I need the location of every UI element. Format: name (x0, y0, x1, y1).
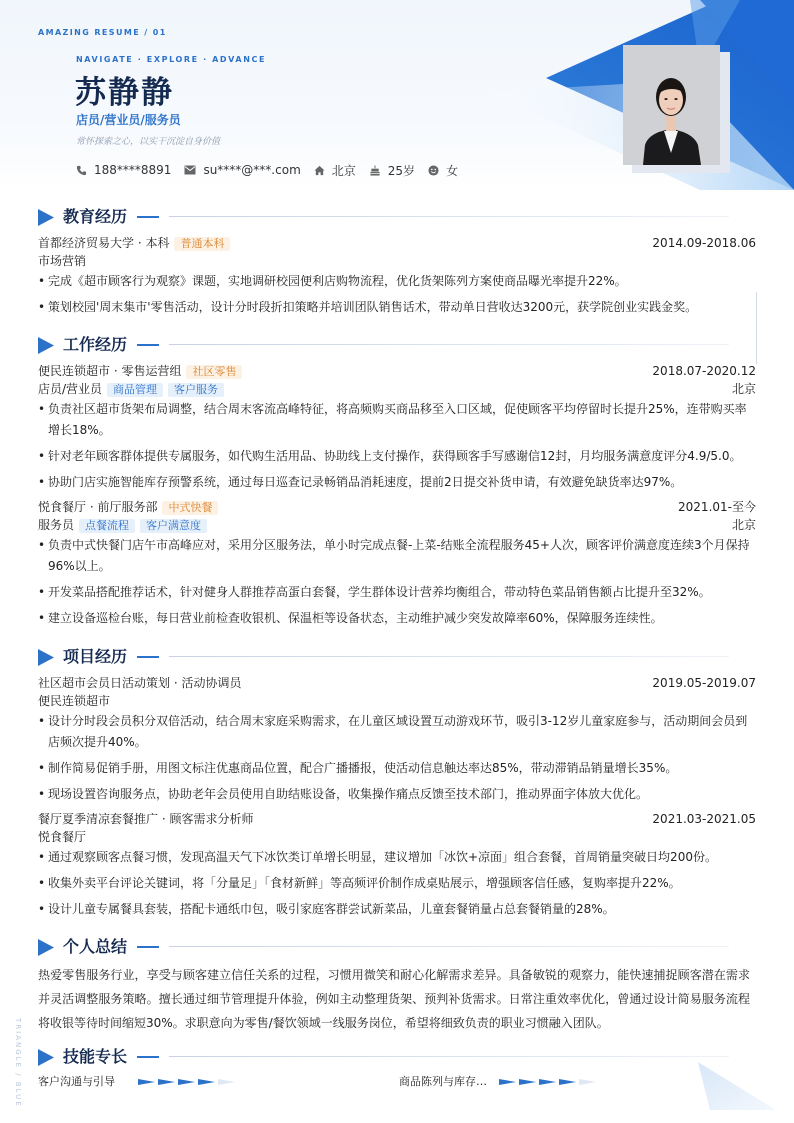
skill-tag: 商品管理 (107, 383, 163, 397)
candidate-role: 店员/营业员/服务员 (76, 113, 181, 127)
project-title: 餐厅夏季清凉套餐推广 · 顾客需求分析师 (38, 812, 254, 826)
project-title: 社区超市会员日活动策划 · 活动协调员 (38, 676, 242, 690)
list-item: • 针对老年顾客群体提供专属服务，如代购生活用品、协助线上支付操作，获得顾客手写感谢信12封，月均服务满意度评分4.9/5.0。 (38, 446, 756, 467)
skill-level-meter (499, 1077, 599, 1087)
candidate-photo (623, 45, 720, 165)
section-rule (169, 656, 729, 657)
bullet-dot: • (38, 876, 46, 890)
list-item: • 开发菜品搭配推荐话术，针对健身人群推荐高蛋白套餐，学生群体设计营养均衡组合，带动特色菜品销售额占比提升至32%。 (38, 582, 756, 603)
project-org: 便民连锁超市 (38, 694, 111, 708)
skill-level-segment (218, 1079, 235, 1085)
bullet-dot: • (38, 475, 46, 489)
project-date: 2019.05-2019.07 (652, 676, 756, 690)
bullet-dot: • (38, 300, 46, 314)
section-accent-line (137, 344, 159, 346)
work-2-position-row (38, 517, 756, 533)
section-triangle-icon (38, 209, 54, 226)
list-item: • 负责社区超市货架布局调整，结合周末客流高峰特征，将高频购买商品移至入口区域，促使顾客平均停留时长提升25%，连带购买率增长18%。 (38, 399, 756, 441)
bullet-dot: • (38, 538, 46, 552)
skill-tag: 点餐流程 (79, 519, 135, 533)
home-icon (314, 165, 325, 176)
work-tag: 社区零售 (186, 365, 242, 379)
work-city: 北京 (731, 518, 756, 532)
gender-icon (428, 165, 439, 176)
section-title: 个人总结 (63, 937, 128, 956)
contact-city (314, 162, 356, 179)
work-company: 悦食餐厅 · 前厅服务部 (38, 500, 158, 514)
work-tag: 中式快餐 (162, 501, 218, 515)
skill-level-segment (579, 1079, 596, 1085)
skill-level-segment (158, 1079, 175, 1085)
section-triangle-icon (38, 1049, 54, 1066)
section-triangle-icon (38, 337, 54, 354)
bullet-dot: • (38, 761, 46, 775)
section-triangle-icon (38, 649, 54, 666)
section-rule (169, 344, 729, 345)
skill-level-segment (559, 1079, 576, 1085)
section-rule (169, 946, 729, 947)
list-item: • 设计儿童专属餐具套装，搭配卡通纸巾包，吸引家庭客群尝试新菜品，儿童套餐销量占总套餐销量的28%。 (38, 899, 756, 920)
section-skills (38, 1047, 758, 1067)
bullet-dot: • (38, 902, 46, 916)
list-item: • 设计分时段会员积分双倍活动，结合周末家庭采购需求，在儿童区域设置互动游戏环节，吸引3-12岁儿童家庭参与，活动期间会员到店频次提升40%。 (38, 711, 756, 753)
work-date: 2018.07-2020.12 (652, 364, 756, 378)
list-item: • 现场设置咨询服务点，协助老年会员使用自助结账设备，收集操作痛点反馈至技术部门，推动界面字体放大优化。 (38, 784, 756, 805)
skill-level-segment (499, 1079, 516, 1085)
bullet-dot: • (38, 274, 46, 288)
bullet-dot: • (38, 585, 46, 599)
section-triangle-icon (38, 939, 54, 956)
city-text: 北京 (331, 163, 356, 178)
side-decoration-text: TRIANGLE / BLUE (14, 1018, 22, 1108)
list-item: • 建立设备巡检台账，每日营业前检查收银机、保温柜等设备状态，主动维护减少突发故障率60%，保障服务连续性。 (38, 608, 756, 629)
section-title: 项目经历 (63, 647, 128, 666)
bullet-dot: • (38, 402, 46, 416)
skill-level-segment (138, 1079, 155, 1085)
section-title: 教育经历 (63, 207, 128, 226)
bullet-dot: • (38, 449, 46, 463)
email-text: su****@***.com (203, 163, 301, 177)
education-header-row (38, 235, 756, 251)
project-org: 悦食餐厅 (38, 830, 87, 844)
skill-level-meter (138, 1077, 238, 1087)
list-item: • 制作简易促销手册，用图文标注优惠商品位置，配合广播播报，使活动信息触达率达85%，带动滞销品销量增长35%。 (38, 758, 756, 779)
list-item: • 协助门店实施智能库存预警系统，通过每日巡查记录畅销品消耗速度，提前2日提交补货申请，有效避免缺货率达97%。 (38, 472, 756, 493)
contact-info (76, 162, 471, 178)
project-2-header-row (38, 811, 756, 827)
education-major-row (38, 253, 756, 269)
project-1-header-row (38, 675, 756, 691)
section-title: 工作经历 (63, 335, 128, 354)
gender-text: 女 (446, 163, 459, 178)
section-accent-line (137, 946, 159, 948)
work-city: 北京 (731, 382, 756, 396)
skill-name: 商品陈列与库存… (399, 1075, 487, 1088)
education-major: 市场营销 (38, 254, 87, 268)
section-accent-line (137, 216, 159, 218)
cake-icon (369, 165, 381, 176)
skill-tag: 客户满意度 (140, 519, 207, 533)
bullet-dot: • (38, 611, 46, 625)
list-item: • 完成《超市顾客行为观察》课题，实地调研校园便利店购物流程，优化货架陈列方案使商品曝光率提升22%。 (38, 271, 756, 292)
bullet-dot: • (38, 850, 46, 864)
section-accent-line (137, 656, 159, 658)
summary-text: 热爱零售服务行业，享受与顾客建立信任关系的过程，习惯用微笑和耐心化解需求差异。具备敏锐的观察力，能快速捕捉顾客潜在需求并灵活调整服务策略。擅长通过细节管理提升体验，例如主动整理货架、预判补货需求。日常注重效率优化，曾通过设计简易服务流程将收银等待时间缩短30%。求职意向为零售/餐饮领域一线服务岗位，希望将细致负责的职业习惯融入团队。 (38, 968, 750, 1030)
work-2-header-row (38, 499, 756, 515)
work-position: 店员/营业员 (38, 382, 103, 396)
skill-level-segment (198, 1079, 215, 1085)
skill-tag: 客户服务 (168, 383, 224, 397)
work-company: 便民连锁超市 · 零售运营组 (38, 364, 182, 378)
work-1-position-row (38, 381, 756, 397)
phone-icon (76, 165, 87, 176)
section-rule (169, 1056, 729, 1057)
resume-tag: AMAZING RESUME / 01 (38, 28, 167, 37)
project-date: 2021.03-2021.05 (652, 812, 756, 826)
education-date: 2014.09-2018.06 (652, 236, 756, 250)
project-2-org-row (38, 829, 756, 845)
section-work (38, 335, 758, 355)
list-item: • 通过观察顾客点餐习惯，发现高温天气下冰饮类订单增长明显，建议增加「冰饮+凉面」组合套餐，首周销量突破日均200份。 (38, 847, 756, 868)
contact-phone (76, 163, 171, 177)
phone-text: 188****8891 (94, 163, 172, 177)
list-item: • 策划校园'周末集市'零售活动，设计分时段折扣策略并培训团队销售话术，带动单日营收达3200元，获学院创业实践金奖。 (38, 297, 756, 318)
contact-email (184, 163, 300, 177)
contact-age (369, 162, 415, 179)
skill-name: 客户沟通与引导 (38, 1075, 115, 1088)
skill-level-segment (178, 1079, 195, 1085)
contact-gender (428, 162, 458, 179)
education-tag: 普通本科 (174, 237, 230, 251)
section-projects (38, 647, 758, 667)
section-accent-line (137, 1056, 159, 1058)
work-position: 服务员 (38, 518, 75, 532)
work-date: 2021.01-至今 (678, 500, 756, 514)
candidate-motto: 常怀探索之心，以实干沉淀自身价值 (76, 137, 221, 147)
section-title: 技能专长 (63, 1047, 128, 1066)
section-rule (169, 216, 729, 217)
section-education (38, 207, 758, 227)
section-summary (38, 937, 758, 957)
bottom-triangle-decoration (690, 1060, 794, 1123)
header-slogan: NAVIGATE · EXPLORE · ADVANCE (76, 55, 267, 64)
bullet-dot: • (38, 714, 46, 728)
work-1-header-row (38, 363, 756, 379)
skill-level-segment (519, 1079, 536, 1085)
education-school: 首都经济贸易大学 · 本科 (38, 236, 170, 250)
bullet-dot: • (38, 787, 46, 801)
mail-icon (184, 165, 196, 175)
project-1-org-row (38, 693, 756, 709)
age-text: 25岁 (387, 163, 416, 178)
list-item: • 收集外卖平台评论关键词，将「分量足」「食材新鲜」等高频评价制作成桌贴展示，增强顾客信任感，复购率提升22%。 (38, 873, 756, 894)
skill-level-segment (539, 1079, 556, 1085)
candidate-name: 苏静静 (75, 75, 174, 111)
list-item: • 负责中式快餐门店午市高峰应对，采用分区服务法，单小时完成点餐-上菜-结账全流程服务45+人次，顾客评价满意度连续3个月保持96%以上。 (38, 535, 756, 577)
